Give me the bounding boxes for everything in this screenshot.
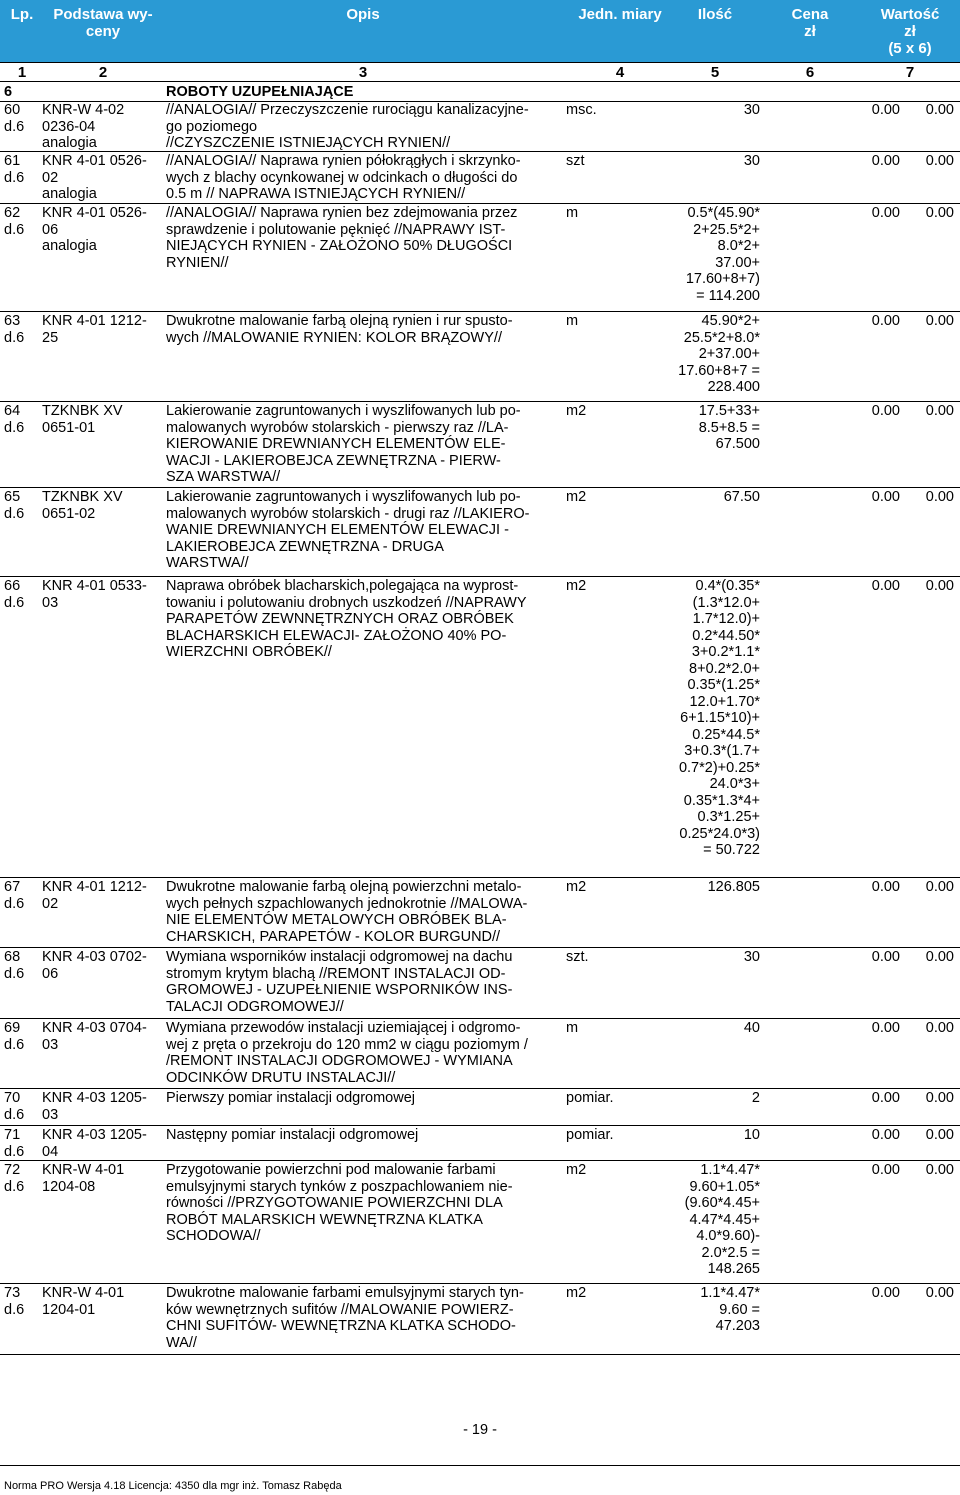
- cell-wartosc: 0.00: [925, 1162, 954, 1178]
- cell-lp: 70 d.6: [4, 1090, 25, 1123]
- cell-cena: 0.00: [871, 489, 900, 505]
- cell-wartosc: 0.00: [925, 879, 954, 895]
- cell-cena: 0.00: [871, 403, 900, 419]
- section-title: ROBOTY UZUPEŁNIAJĄCE: [166, 84, 354, 100]
- section-number: 6: [4, 84, 13, 100]
- row-divider: [0, 1018, 960, 1019]
- cell-wartosc: 0.00: [925, 153, 954, 169]
- footer-divider: [0, 1465, 960, 1466]
- cell-jedn: m: [566, 313, 579, 329]
- cell-ilosc: 40: [743, 1020, 760, 1036]
- cell-opis: Wymiana wsporników instalacji odgromowej na dachu stromym krytym blachą //REMONT INSTALACJI OD- GROMOWEJ - UZUPEŁNIENIE WSPORNIKÓW INS- TALACJI ODGROMOWEJ//: [166, 949, 513, 1015]
- column-number: 6: [805, 64, 815, 81]
- cell-podstawa: KNR 4-01 0526- 02 analogia: [42, 153, 147, 202]
- cell-lp: 62 d.6: [4, 205, 25, 238]
- cell-cena: 0.00: [871, 879, 900, 895]
- cell-opis: Lakierowanie zagruntowanych i wyszlifowanych lub po- malowanych wyrobów stolarskich - drugi raz //LAKIERO- WANIE DREWNIANYCH ELEMENTÓW ELEWACJI - LAKIEROBEJCA ZEWNĘTRZNA - DRUGA WARSTWA//: [166, 489, 530, 571]
- cell-wartosc: 0.00: [925, 1285, 954, 1301]
- header-podstawa: Podstawa wy- ceny: [53, 6, 153, 40]
- column-number: 3: [358, 64, 368, 81]
- cell-podstawa: TZKNBK XV 0651-02: [42, 489, 123, 522]
- cell-ilosc: 0.5*(45.90* 2+25.5*2+ 8.0*2+ 37.00+ 17.60+8+7) = 114.200: [685, 205, 760, 304]
- cell-cena: 0.00: [871, 1127, 900, 1143]
- cell-opis: Lakierowanie zagruntowanych i wyszlifowanych lub po- malowanych wyrobów stolarskich - pierwszy raz //LA- KIEROWANIE DREWNIANYCH ELEMENTÓW ELE- WACJI - LAKIEROBEJCA ZEWNĘTRZNA - PIERW- SZA WARSTWA//: [166, 403, 521, 485]
- header-opis: Opis: [346, 6, 380, 23]
- cell-jedn: m2: [566, 1285, 587, 1301]
- cell-podstawa: KNR 4-03 0702- 06: [42, 949, 147, 982]
- cell-opis: Dwukrotne malowanie farbami emulsyjnymi starych tyn- ków wewnętrznych sufitów //MALOWANIE POWIERZ- CHNI SUFITÓW- WEWNĘTRZNA KLATKA SCHODO- WA//: [166, 1285, 524, 1351]
- cell-cena: 0.00: [871, 205, 900, 221]
- cell-wartosc: 0.00: [925, 1127, 954, 1143]
- cell-jedn: m2: [566, 489, 587, 505]
- cell-jedn: m2: [566, 578, 587, 594]
- cell-podstawa: KNR 4-01 0526- 06 analogia: [42, 205, 147, 254]
- cell-wartosc: 0.00: [925, 489, 954, 505]
- cell-cena: 0.00: [871, 949, 900, 965]
- cell-ilosc: 10: [743, 1127, 760, 1143]
- cell-wartosc: 0.00: [925, 1090, 954, 1106]
- cell-jedn: m: [566, 205, 579, 221]
- cell-lp: 61 d.6: [4, 153, 25, 186]
- cell-opis: Przygotowanie powierzchni pod malowanie farbami emulsyjnymi starych tynków z poszpachlowaniem nie- równości //PRZYGOTOWANIE POWIERZCHNI DLA ROBÓT MALARSKICH WEWNĘTRZNA KLATKA SCHODOWA//: [166, 1162, 513, 1244]
- column-number: 5: [710, 64, 720, 81]
- cell-cena: 0.00: [871, 578, 900, 594]
- header-wartosc: Wartość zł (5 x 6): [880, 6, 940, 57]
- header-ilosc: Ilość: [697, 6, 733, 23]
- cell-wartosc: 0.00: [925, 102, 954, 118]
- cell-ilosc: 1.1*4.47* 9.60 = 47.203: [700, 1285, 760, 1334]
- cell-lp: 63 d.6: [4, 313, 25, 346]
- cell-ilosc: 1.1*4.47* 9.60+1.05* (9.60*4.45+ 4.47*4.45+ 4.0*9.60)- 2.0*2.5 = 148.265: [684, 1162, 760, 1277]
- cell-lp: 71 d.6: [4, 1127, 25, 1160]
- cell-podstawa: KNR-W 4-01 1204-01: [42, 1285, 125, 1318]
- cell-jedn: m: [566, 1020, 579, 1036]
- cell-jedn: szt: [566, 153, 585, 169]
- row-divider: [0, 576, 960, 577]
- cell-cena: 0.00: [871, 1090, 900, 1106]
- cell-ilosc: 30: [743, 102, 760, 118]
- cell-jedn: pomiar.: [566, 1127, 614, 1143]
- cell-ilosc: 126.805: [707, 879, 760, 895]
- row-divider: [0, 401, 960, 402]
- row-divider: [0, 151, 960, 152]
- cell-podstawa: KNR 4-01 1212- 25: [42, 313, 147, 346]
- cell-lp: 69 d.6: [4, 1020, 25, 1053]
- cell-lp: 68 d.6: [4, 949, 25, 982]
- cell-podstawa: KNR 4-03 1205- 03: [42, 1090, 147, 1123]
- cell-jedn: msc.: [566, 102, 597, 118]
- page-number: - 19 -: [463, 1422, 497, 1438]
- column-number: 1: [17, 64, 27, 81]
- cell-lp: 73 d.6: [4, 1285, 25, 1318]
- cell-ilosc: 30: [743, 153, 760, 169]
- cell-podstawa: KNR 4-03 0704- 03: [42, 1020, 147, 1053]
- cell-cena: 0.00: [871, 1020, 900, 1036]
- cell-wartosc: 0.00: [925, 1020, 954, 1036]
- header-cena: Cena zł: [791, 6, 829, 40]
- cell-wartosc: 0.00: [925, 205, 954, 221]
- cell-opis: //ANALOGIA// Przeczyszczenie rurociągu kanalizacyjne- go poziomego //CZYSZCZENIE ISTNIEJĄCYCH RYNIEN//: [166, 102, 529, 151]
- cell-lp: 66 d.6: [4, 578, 25, 611]
- column-number: 2: [98, 64, 108, 81]
- cell-opis: Dwukrotne malowanie farbą olejną powierzchni metalo- wych pełnych szpachlowanych jednokrotnie //MALOWA- NIE ELEMENTÓW METALOWYCH OBRÓBEK BLA- CHARSKICH, PARAPETÓW - KOLOR BURGUND//: [166, 879, 528, 945]
- cell-ilosc: 17.5+33+ 8.5+8.5 = 67.500: [698, 403, 760, 452]
- cell-cena: 0.00: [871, 1285, 900, 1301]
- row-divider: [0, 311, 960, 312]
- cell-cena: 0.00: [871, 1162, 900, 1178]
- cell-jedn: m2: [566, 403, 587, 419]
- header-lp: Lp.: [10, 6, 34, 23]
- cell-ilosc: 0.4*(0.35* (1.3*12.0+ 1.7*12.0)+ 0.2*44.50* 3+0.2*1.1* 8+0.2*2.0+ 0.35*(1.25* 12.0+1.70* 6+1.15*10)+ 0.25*44.5* 3+0.3*(1.7+ 0.7*2)+0.25* 24.0*3+ 0.35*1.3*4+ 0.3*1.25+ 0.25*24.0*3) = 50.722: [678, 578, 760, 858]
- cell-lp: 60 d.6: [4, 102, 25, 135]
- row-divider: [0, 1160, 960, 1161]
- cell-wartosc: 0.00: [925, 403, 954, 419]
- row-divider: [0, 877, 960, 878]
- row-divider: [0, 947, 960, 948]
- cell-cena: 0.00: [871, 102, 900, 118]
- cell-podstawa: TZKNBK XV 0651-01: [42, 403, 123, 436]
- header-jedn: Jedn. miary: [578, 6, 662, 23]
- row-divider: [0, 203, 960, 204]
- row-divider: [0, 1088, 960, 1089]
- cell-ilosc: 2: [751, 1090, 760, 1106]
- row-divider: [0, 1283, 960, 1284]
- cell-lp: 67 d.6: [4, 879, 25, 912]
- cell-opis: Wymiana przewodów instalacji uziemiającej i odgromo- wej z pręta o przekroju do 120 mm2 w ciągu poziomym / /REMONT INSTALACJI ODGROMOWEJ - WYMIANA ODCINKÓW DRUTU INSTALACJI//: [166, 1020, 528, 1086]
- cell-wartosc: 0.00: [925, 313, 954, 329]
- cell-wartosc: 0.00: [925, 578, 954, 594]
- cell-opis: Naprawa obróbek blacharskich,polegająca na wyprost- towaniu i polutowaniu drobnych uszkodzeń //NAPRAWY PARAPETÓW ZEWNNĘTRZNYCH ORAZ OBRÓBEK BLACHARSKICH ELEWACJI- ZAŁOŻONO 40% PO- WIERZCHNI OBRÓBEK//: [166, 578, 527, 660]
- cell-cena: 0.00: [871, 153, 900, 169]
- cell-podstawa: KNR 4-03 1205- 04: [42, 1127, 147, 1160]
- column-number: 4: [615, 64, 625, 81]
- cell-podstawa: KNR 4-01 0533- 03: [42, 578, 147, 611]
- cell-jedn: m2: [566, 879, 587, 895]
- cell-ilosc: 30: [743, 949, 760, 965]
- cell-cena: 0.00: [871, 313, 900, 329]
- table-header: [0, 0, 960, 62]
- cell-opis: //ANALOGIA// Naprawa rynien półokrągłych i skrzynko- wych z blachy ocynkowanej w odcinkach o długości do 0.5 m // NAPRAWA ISTNIEJĄCYCH RYNIEN//: [166, 153, 521, 202]
- license-footer: Norma PRO Wersja 4.18 Licencja: 4350 dla mgr inż. Tomasz Rabęda: [4, 1480, 342, 1492]
- cell-ilosc: 67.50: [723, 489, 760, 505]
- cell-lp: 65 d.6: [4, 489, 25, 522]
- row-divider: [0, 1354, 960, 1355]
- cell-jedn: m2: [566, 1162, 587, 1178]
- cell-lp: 64 d.6: [4, 403, 25, 436]
- cell-podstawa: KNR 4-01 1212- 02: [42, 879, 147, 912]
- column-number-row: [0, 62, 960, 82]
- cell-opis: Pierwszy pomiar instalacji odgromowej: [166, 1090, 416, 1106]
- cell-ilosc: 45.90*2+ 25.5*2+8.0* 2+37.00+ 17.60+8+7 = 228.400: [678, 313, 760, 395]
- cell-wartosc: 0.00: [925, 949, 954, 965]
- cell-jedn: pomiar.: [566, 1090, 614, 1106]
- cell-podstawa: KNR-W 4-01 1204-08: [42, 1162, 125, 1195]
- cell-opis: //ANALOGIA// Naprawa rynien bez zdejmowania przez sprawdzenie i polutowanie pęknięć //NAPRAWY IST- NIEJĄCYCH RYNIEN - ZAŁOŻONO 50% DŁUGOŚCI RYNIEN//: [166, 205, 518, 271]
- column-number: 7: [905, 64, 915, 81]
- cell-opis: Następny pomiar instalacji odgromowej: [166, 1127, 419, 1143]
- row-divider: [0, 487, 960, 488]
- cell-jedn: szt.: [566, 949, 589, 965]
- row-divider: [0, 1125, 960, 1126]
- cell-opis: Dwukrotne malowanie farbą olejną rynien i rur spusto- wych //MALOWANIE RYNIEN: KOLOR BRĄZOWY//: [166, 313, 513, 346]
- cell-lp: 72 d.6: [4, 1162, 25, 1195]
- cell-podstawa: KNR-W 4-02 0236-04 analogia: [42, 102, 125, 151]
